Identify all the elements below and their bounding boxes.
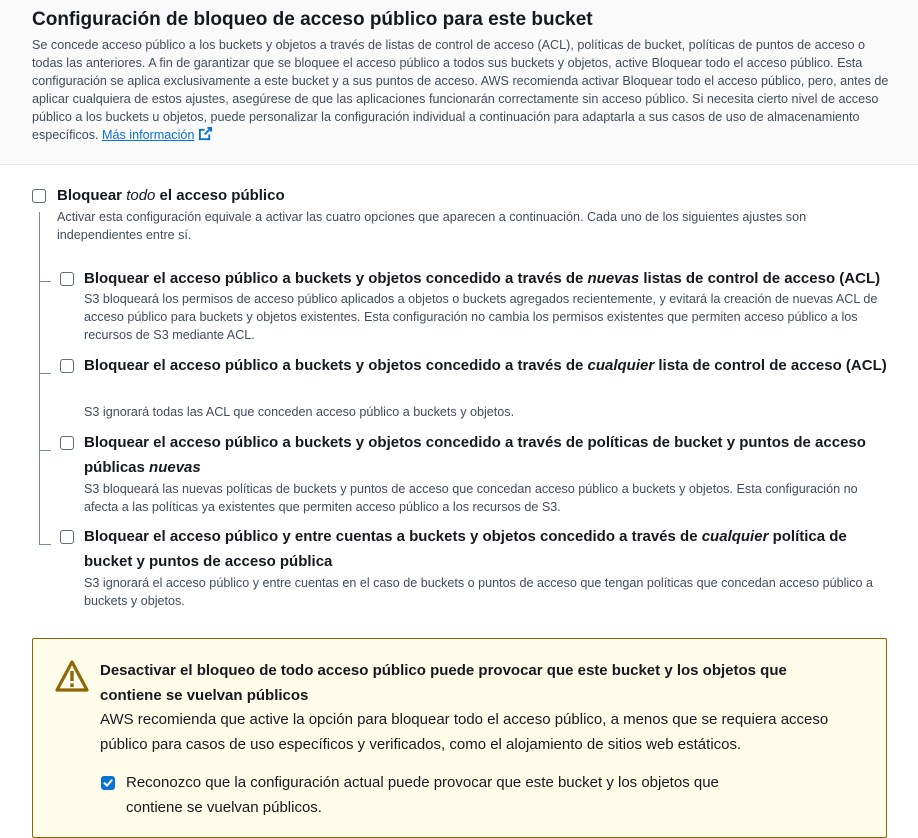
block-new-acl-checkbox[interactable] — [60, 272, 74, 286]
block-all-label-em: todo — [126, 187, 156, 204]
option-label-pre: Bloquear el acceso público a buckets y objetos concedido a través de — [84, 270, 588, 287]
acknowledge-label[interactable]: Reconozco que la configuración actual puede provocar que este bucket y los objetos que contiene se vuelvan públicos. — [126, 774, 719, 816]
warning-title: Desactivar el bloqueo de todo acceso público puede provocar que este bucket y los objetos que contiene se vuelvan públicos — [100, 662, 787, 704]
option-label-post: política de bucket y puntos de acceso pública — [84, 528, 847, 570]
learn-more-link[interactable] — [102, 128, 213, 142]
acknowledge-checkbox[interactable] — [101, 776, 115, 790]
description-text: Se concede acceso público a los buckets y objetos a través de listas de control de acceso (ACL), políticas de bucket, políticas de puntos de acceso o todas las anteriores. A fin de garantizar que se bloquee el acceso público a todos sus buckets y objetos, active Bloquear todo el acceso público. Esta configuración se aplica exclusivamente a este bucket y a sus puntos de acceso. AWS recomienda activar Bloquear todo el acceso público, pero, antes de aplicar cualquiera de estos ajustes, asegúrese de que las aplicaciones funcionarán correctamente sin acceso público. Si necesita cierto nivel de acceso público a los buckets u objetos, puede personalizar la configuración individual a continuación para adaptarla a sus casos de uso de almacenamiento específicos. — [32, 38, 889, 142]
block-new-policies-label[interactable] — [84, 430, 894, 480]
block-any-acl-checkbox[interactable] — [60, 359, 74, 373]
learn-more-link-label: Más información — [102, 128, 195, 142]
page-title: Configuración de bloqueo de acceso público para este bucket — [32, 9, 593, 30]
block-any-policies-description: S3 ignorará el acceso público y entre cuentas en el caso de buckets o puntos de acceso que tengan políticas que concedan acceso público a buckets y objetos. — [84, 576, 874, 608]
block-new-acl-label[interactable] — [84, 266, 894, 291]
block-all-label-post: el acceso público — [155, 187, 285, 204]
option-label-pre: Bloquear el acceso público y entre cuentas a buckets y objetos concedido a través de — [84, 528, 702, 545]
option-label-em: nuevas — [587, 270, 640, 287]
option-label-pre: Bloquear el acceso público a buckets y objetos concedido a través de — [84, 357, 588, 374]
option-label-pre: Bloquear el acceso público a buckets y objetos concedido a través de políticas de bucket y puntos de acceso públicas — [84, 434, 866, 476]
option-label-post: lista de control de acceso (ACL) — [654, 357, 887, 374]
block-any-policies-label[interactable] — [84, 524, 894, 574]
tree-branch — [39, 373, 51, 374]
warning-text: AWS recomienda que active la opción para bloquear todo el acceso público, a menos que se requiera acceso público para casos de uso específicos y verificados, como el alojamiento de sitios web estáticos. — [100, 711, 829, 753]
section-description — [32, 36, 892, 144]
block-new-policies-checkbox[interactable] — [60, 436, 74, 450]
warning-icon — [54, 659, 90, 693]
block-all-label[interactable] — [57, 185, 285, 207]
option-label-em: cualquier — [701, 528, 769, 545]
option-label-em: nuevas — [149, 459, 201, 476]
block-all-checkbox[interactable] — [32, 189, 46, 203]
block-any-policies-checkbox[interactable] — [60, 530, 74, 544]
external-link-icon — [198, 126, 213, 141]
block-any-acl-label[interactable] — [84, 353, 894, 378]
section-header — [0, 0, 918, 165]
tree-branch — [39, 450, 51, 451]
tree-line — [39, 212, 40, 544]
block-new-policies-description: S3 bloqueará las nuevas políticas de buckets y puntos de acceso que concedan acceso público a buckets y objetos. Esta configuración no afecta a las políticas ya existentes que permiten acceso público a los recursos de S3. — [84, 482, 858, 514]
tree-branch — [39, 281, 51, 282]
block-new-acl-description: S3 bloqueará los permisos de acceso público aplicados a objetos o buckets agregados recientemente, y evitará la creación de nuevas ACL de acceso público para buckets y objetos existentes. Esta configuración no cambia los permisos existentes que permiten acceso público a los recursos de S3 mediante ACL. — [84, 292, 878, 342]
check-icon — [103, 778, 113, 788]
option-label-post: listas de control de acceso (ACL) — [639, 270, 881, 287]
option-label-em: cualquier — [587, 357, 655, 374]
block-all-description: Activar esta configuración equivale a activar las cuatro opciones que aparecen a continuación. Cada uno de los siguientes ajustes son independientes entre sí. — [57, 210, 807, 242]
block-any-acl-description: S3 ignorará todas las ACL que conceden acceso público a buckets y objetos. — [84, 405, 515, 419]
tree-branch — [39, 544, 51, 545]
block-all-label-pre: Bloquear — [57, 187, 127, 204]
